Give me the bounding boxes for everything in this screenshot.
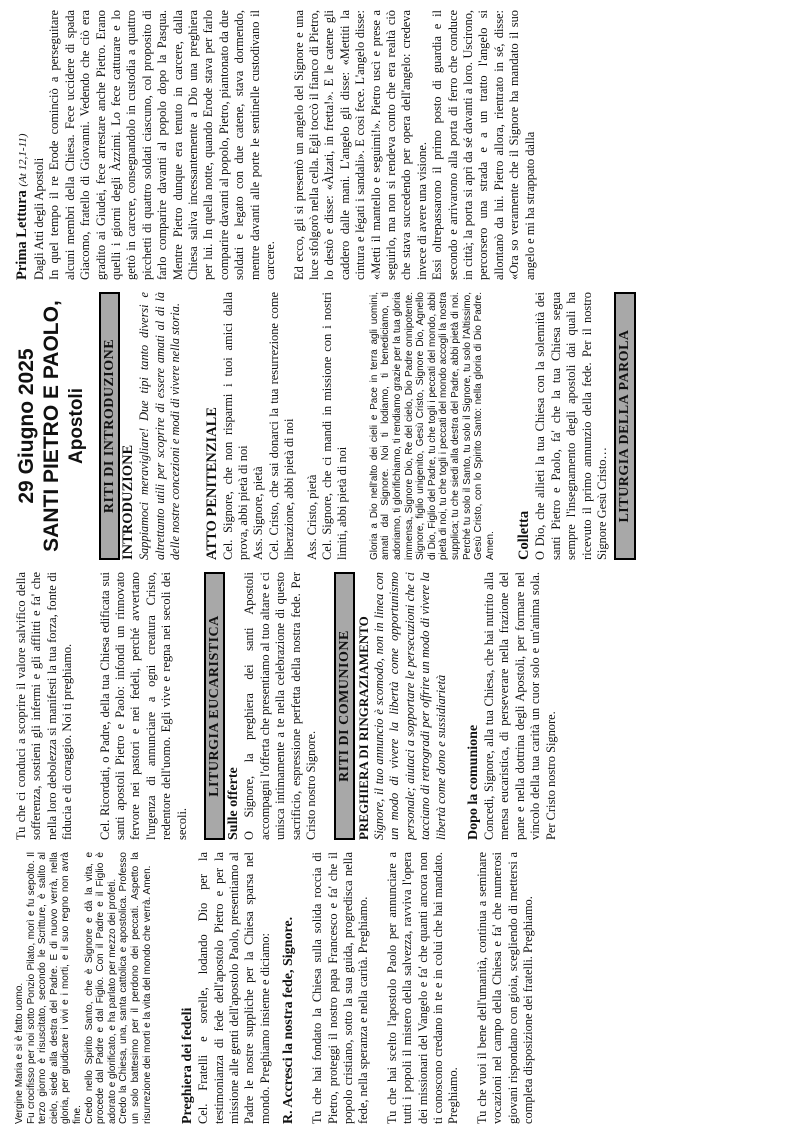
feast-subtitle: Apostoli (66, 388, 87, 464)
prayer-heading: Preghiera dei fedeli (180, 1007, 196, 1124)
prayer-response: R. Accresci la nostra fede, Signore. (281, 916, 297, 1124)
penitential-line: Cel. Signore, che non risparmi i tuoi amici dalla prova, abbi pietà di noi (220, 292, 251, 560)
thanksgiving-heading: PREGHIERA DI RINGRAZIAMENTO (355, 616, 371, 840)
creed-line: Fu crocifisso per noi sotto Ponzio Pilato, morì e fu sepolto. Il terzo giorno è risuscitato, secondo le Scritture, è salito al cielo, siede alla destra del Padre. E di nuovo verrà, nella gloria, per giudicare i vivi e i morti, e il suo regno non avrà fine. (25, 852, 83, 1124)
feast-date: 29 Giugno 2025 (15, 348, 38, 504)
penitential-line: Ass. Signore, pietà (251, 466, 266, 560)
section-bar-introduction: RITI DI INTRODUZIONE (99, 292, 120, 560)
gloria-text: Gloria a Dio nell'alto dei cieli e Pace in terra agli uomini, amati dal Signore. Noi ti lodiamo, ti benediciamo, ti adoriamo, ti glorifichiamo, ti rendiamo grazie per la tua gloria immensa, Signore Dio, Re del cielo, Dio Padre onnipotente. Signore, figlio unigenito, Gesù Cristo, Signore Dio, Agnello di Dio, Figlio del Padre, tu che togli i peccati del mondo, abbi pietà di noi, tu che togli i peccati del mondo accogli la nostra supplica; tu che siedi alla destra del Padre, abbi pietà di noi. Perché tu solo il Santo, tu solo il Signore, tu solo l'Altissimo, Gesù Cristo, con lo Spirito Santo: nella gloria di Dio Padre. Amen. (368, 292, 496, 560)
petition: Tu che hai fondato la Chiesa sulla solida roccia di Pietro, proteggi il nostro papa Francesco e fa' che il popolo cristiano, sotto la sua guida, progredisca nella fede, nella speranza e nella carità. Preghiamo. (310, 852, 371, 1124)
column-first-reading (14, 10, 786, 280)
section-bar-eucharist: LITURGIA EUCARISTICA (204, 572, 225, 840)
introduction-text: Sappiamoci meravigliare! Due tipi tanto diversi e altrettanto utili per scoprire di essere amati al di là delle nostre concezioni e modi di vivere nella storia. (137, 292, 183, 560)
penitential-line: Ass. Cristo, pietà (304, 474, 319, 560)
colletta-text: O Dio, che allieti la tua Chiesa con la solennità dei santi Pietro e Paolo, fa' che la tua Chiesa segua sempre l'insegnamento degli apostoli dai quali ha ricevuto il primo annunzio della fede. Per il nostro Signore Gesù Cristo… (533, 292, 610, 560)
reading-title: Prima Lettura (14, 190, 30, 280)
prayer-intro: Cel. Fratelli e sorelle, lodando Dio per la testimonianza di fede dell'apostolo Pietro e per la missione alle genti dell'apostolo Paolo, presentiamo al Padre le nostre suppliche per la Chiesa sparsa nel mondo. Preghiamo insieme e diciamo: (196, 852, 272, 1124)
introduction-heading: INTRODUZIONE (120, 444, 137, 560)
reading-reference: (At 12,1-11) (17, 133, 29, 187)
creed-line: Vergine Maria e si è fatto uomo. (14, 982, 25, 1124)
reading-paragraph: In quel tempo il re Erode cominciò a perseguitare alcuni membri della Chiesa. Fece uccidere di spada Giacomo, fratello di Giovanni. Vedendo che ciò era gradito ai Giudei, fece arrestare anche Pietro. Erano quelli i giorni degli Àzzimi. Lo fece catturare e lo gettò in carcere, consegnandolo in custodia a quattro picchetti di quattro soldati ciascuno, col proposito di farlo comparire davanti al popolo dopo la Pasqua. Mentre Pietro dunque era tenuto in carcere, dalla Chiesa saliva incessantemente a Dio una preghiera per lui. In quella notte, quando Erode stava per farlo comparire davanti al popolo, Pietro, piantonato da due soldati e legato con due catene, stava dormendo, mentre davanti alle porte le sentinelle custodivano il carcere. (47, 10, 278, 280)
offerte-text: O Signore, la preghiera dei santi Apostoli accompagni l'offerta che presentiamo al tuo altare e ci unisca intimamente a te nella celebrazione di questo sacrificio, espressione perfetta della nostra fede. Per Cristo nostro Signore. (242, 572, 319, 840)
penitential-heading: ATTO PENITENZIALE (203, 407, 220, 560)
petition: Tu che ci conduci a scoprire il valore salvifico della sofferenza, sostieni gli infermi e gli afflitti e fa' che nella loro debolezza si manifesti la tua forza, fonte di fiducia e di coraggio. Noi ti preghiamo. (14, 572, 75, 840)
closing-prayer: Cel. Ricordati, o Padre, della tua Chiesa edificata sui santi apostoli Pietro e Paolo: infondi un rinnovato fervore nei pastori e nei fedeli, perché avvertano l'urgenza di annunciare a ogni creatura Cristo, redentore dell'uomo. Egli vive e regna nei secoli dei secoli. (97, 572, 189, 840)
creed-line: Credo la Chiesa, una, santa cattolica e apostolica. Professo un solo battesimo per il perdono dei peccati. Aspetto la risurrezione dei morti e la vita del mondo che verrà. Amen. (118, 852, 153, 1124)
after-communion-text: Concedi, Signore, alla tua Chiesa, che hai nutrito alla mensa eucaristica, di perseverare nella frazione del pane e nella dottrina degli Apostoli, per formare nel vincolo della tua carità un cuor solo e un'anima sola. Per Cristo nostro Signore. (481, 572, 558, 840)
reading-heading (14, 10, 32, 280)
feast-name: SANTI PIETRO E PAOLO, (40, 300, 63, 552)
thanksgiving-text: Signore, il tuo annuncio è scomodo, non in linea con un modo di vivere la libertà come opportunismo personale; aiutaci a sopportare le persecuzioni che ci tacciano di retrogradi per offrire un modo di vivere la libertà come dono e sussidiarietà (371, 572, 448, 840)
reading-paragraph: Essi oltrepassarono il primo posto di guardia e il secondo e arrivarono alla porta di ferro che conduce in città; la porta si aprì da sé davanti a loro. Uscirono, percorsero una strada e a un tratto l'angelo si allontanò da lui. Pietro allora, rientrato in sé, disse: «Ora so veramente che il Signore ha mandato il suo angelo e mi ha strappato dalla (430, 10, 537, 280)
section-bar-communion: RITI DI COMUNIONE (334, 572, 355, 840)
reading-paragraph: Ed ecco, gli si presentò un angelo del Signore e una luce sfolgorò nella cella. Egli toccò il fianco di Pietro, lo destò e disse: «Àlzati, in fretta!». E le catene gli caddero dalle mani. L'angelo gli disse: «Mettiti la cintura e légati i sandali». E così fece. L'angelo disse: «Metti il mantello e seguimi!». Pietro uscì e prese a seguirlo, ma non si rendeva conto che era realtà ciò che stava succedendo per opera dell'angelo: credeva invece di avere una visione. (291, 10, 429, 280)
colletta-heading: Colletta (516, 510, 533, 560)
penitential-line: Cel. Signore, che ci mandi in missione con i nostri limiti, abbi pietà di noi (320, 292, 350, 560)
after-communion-heading: Dopo la comunione (465, 724, 481, 840)
petition: Tu che hai scelto l'apostolo Paolo per annunciare a tutti i popoli il mistero della salvezza, ravviva l'opera dei missionari del Vangelo e fa' che quanti ancora non ti conoscono credano in te e in colui che hai mandato. Preghiamo. (384, 852, 461, 1124)
reading-source: Dagli Atti degli Apostoli (32, 157, 46, 280)
creed-line: Credo nello Spirito Santo, che è Signore e dà la vita, e procede dal Padre e dal Figlio. Con il Padre e il Figlio è adorato e glorificato, e ha parlato per mezzo dei profeti. (83, 852, 118, 1124)
petition: Tu che vuoi il bene dell'umanità, continua a seminare vocazioni nel campo della Chiesa e fa' che numerosi giovani rispondano con gioia, scegliendo di mettersi a completa disposizione dei fratelli. Preghiamo. (474, 852, 536, 1124)
penitential-line: Cel. Cristo, che sai donarci la tua resurrezione come liberazione, abbi pietà di noi (266, 292, 297, 560)
offerte-heading: Sulle offerte (226, 767, 242, 840)
section-bar-word: LITURGIA DELLA PAROLA (614, 292, 635, 560)
